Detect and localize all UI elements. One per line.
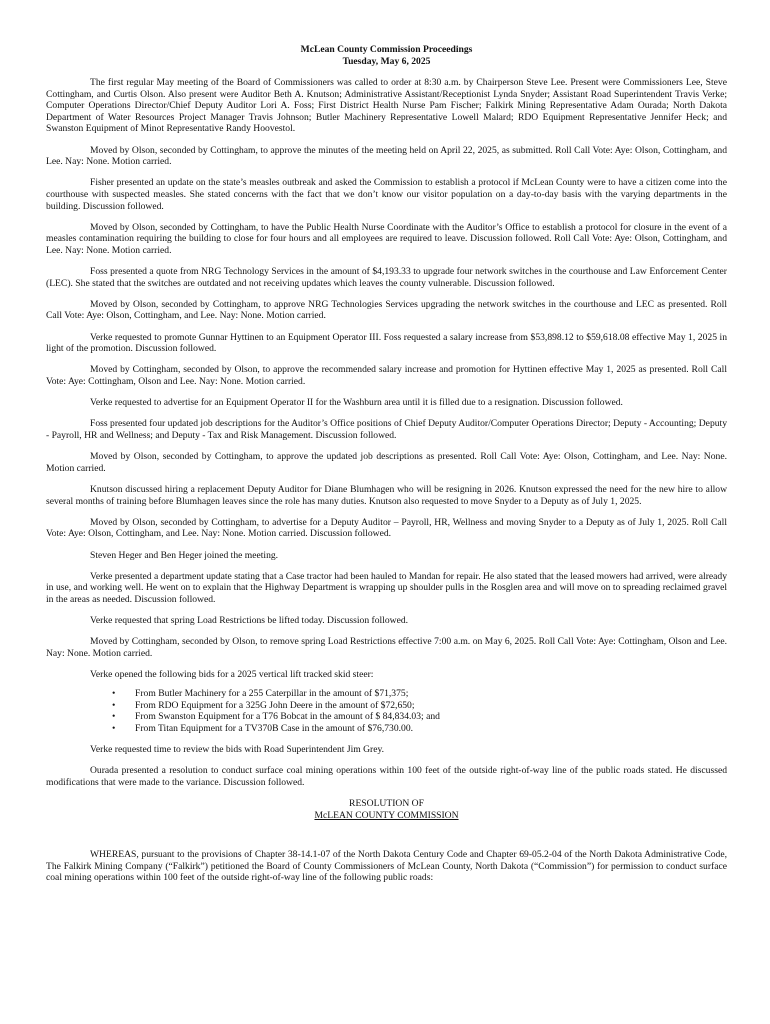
paragraph-nrg-quote: Foss presented a quote from NRG Technology Services in the amount of $4,193.33 to upgrade four network switches in the courthouse and Law Enforcement Center (LEC). She stated that the switches are outdated and not receiving updates which leaves the county vulnerable. Discussion followed. (46, 266, 727, 289)
paragraph-job-descriptions: Foss presented four updated job descriptions for the Auditor’s Office positions of Chief Deputy Auditor/Computer Operations Director; Deputy - Accounting; Deputy - Payroll, HR and Wellness; and Deputy - Tax and Risk Management. Discussion followed. (46, 418, 727, 441)
paragraph-bids-intro: Verke opened the following bids for a 2025 vertical lift tracked skid steer: (90, 669, 374, 681)
paragraph-measles-update: Fisher presented an update on the state’s measles outbreak and asked the Commission to establish a protocol if McLean County were to have a citizen come into the courthouse with suspected measles. She stated concerns with the fact that we don’t know our visitor population on a day-to-day basis with the varying departments in the building. Discussion followed. (46, 177, 727, 212)
document-title: McLean County Commission Proceedings (300, 44, 473, 55)
bullet-icon: • (112, 723, 116, 735)
list-item: • From Titan Equipment for a TV370B Case in the amount of $76,730.00. (112, 723, 414, 735)
paragraph-operator-advertise: Verke requested to advertise for an Equipment Operator II for the Washburn area until it is filled due to a resignation. Discussion followed. (90, 397, 623, 409)
paragraph-whereas: WHEREAS, pursuant to the provisions of Chapter 38-14.1-07 of the North Dakota Century Code and Chapter 69-05.2-04 of the North Dakota Administrative Code, The Falkirk Mining Company (“Falkirk”) petitioned the Board of County Commissioners of McLean County, North Dakota (“Commission”) for permission to conduct surface coal mining operations within 100 feet of the outside right-of-way line of the following public roads: (46, 849, 727, 884)
paragraph-job-descriptions-motion: Moved by Olson, seconded by Cottingham, to approve the updated job descriptions as presented. Roll Call Vote: Aye: Olson, Cottingham, and Lee. Nay: None. Motion carried. (46, 451, 727, 474)
resolution-heading (46, 798, 727, 821)
bid-list (46, 688, 727, 734)
meeting-date: Tuesday, May 6, 2025 (342, 55, 431, 67)
paragraph-deputy-motion: Moved by Olson, seconded by Cottingham, to advertise for a Deputy Auditor – Payroll, HR, Wellness and moving Snyder to a Deputy as of July 1, 2025. Roll Call Vote: Aye: Olson, Cottingham, and Lee. Nay: None. Motion carried. Discussion followed. (46, 516, 727, 540)
paragraph-bid-review: Verke requested time to review the bids with Road Superintendent Jim Grey. (90, 744, 385, 756)
resolution-heading-line1: RESOLUTION OF (349, 798, 424, 810)
paragraph-promotion-motion: Moved by Cottingham, seconded by Olson, to approve the recommended salary increase and promotion for Hyttinen effective May 1, 2025 as presented. Roll Call Vote: Aye: Cottingham, Olson and Lee. Nay: None. Motion carried. (46, 364, 727, 388)
paragraph-attendance: The first regular May meeting of the Board of Commissioners was called to order at 8:30 a.m. by Chairperson Steve Lee. Present were Commissioners Lee, Steve Cottingham, and Curtis Olson. Also present were Auditor Beth A. Knutson; Administrative Assistant/Receptionist Lynda Snyder; Assistant Road Superintendent Travis Verke; Computer Operations Director/Chief Deputy Auditor Lori A. Foss; First District Health Nurse Pam Fischer; Falkirk Mining Representative Adam Ourada; North Dakota Department of Water Resources Project Manager Travis Johnson; Butler Machinery Representative Lowell Malard; RDO Equipment Representative Jennifer Heck; and Swanston Equipment of Minot Representative Randy Hoovestol. (46, 77, 727, 135)
paragraph-load-restrictions-request: Verke requested that spring Load Restrictions be lifted today. Discussion followed. (90, 615, 409, 627)
list-item: • From Swanston Equipment for a T76 Bobcat in the amount of $ 84,834.03; and (112, 711, 440, 723)
resolution-heading-line2: McLEAN COUNTY COMMISSION (314, 809, 459, 821)
list-item: • From RDO Equipment for a 325G John Deere in the amount of $72,650; (112, 699, 415, 711)
paragraph-measles-motion: Moved by Olson, seconded by Cottingham, to have the Public Health Nurse Coordinate with the Auditor’s Office to establish a protocol for closure in the event of a measles contamination requiring the building to close for four hours and all employees are required to leave. Discussion followed. Roll Call Vote: Aye: Olson, Cottingham, and Lee. Nay: None. Motion carried. (46, 221, 727, 256)
bullet-icon: • (112, 699, 116, 711)
paragraph-nrg-motion: Moved by Olson, seconded by Cottingham, to approve NRG Technologies Services upgrading the network switches in the courthouse and LEC as presented. Roll Call Vote: Aye: Olson, Cottingham, and Lee. Nay: None. Motion carried. (46, 298, 727, 322)
paragraph-load-restrictions-motion: Moved by Cottingham, seconded by Olson, to remove spring Load Restrictions effective 7:00 a.m. on May 6, 2025. Roll Call Vote: Aye: Cottingham, Olson and Lee. Nay: None. Motion carried. (46, 636, 727, 659)
paragraph-resolution-intro: Ourada presented a resolution to conduct surface coal mining operations within 100 feet of the outside right-of-way line of the public roads stated. He discussed modifications that were made to the variance. Discussion followed. (46, 765, 727, 788)
paragraph-department-update: Verke presented a department update stating that a Case tractor had been hauled to Mandan for repair. He also stated that the leased mowers had arrived, were already in use, and working well. He went on to explain that the Highway Department is wrapping up shoulder pulls in the Rosglen area and will move on to spreading reclaimed gravel in the areas as needed. Discussion followed. (46, 570, 727, 605)
paragraph-deputy-hiring: Knutson discussed hiring a replacement Deputy Auditor for Diane Blumhagen who will be resigning in 2026. Knutson expressed the need for the new hire to allow several months of training before Blumhagen leaves since the role has many duties. Knutson also requested to move Snyder to a Deputy as of July 1, 2025. (46, 483, 727, 507)
list-item: • From Butler Machinery for a 255 Caterpillar in the amount of $71,375; (112, 688, 409, 700)
paragraph-promotion-request: Verke requested to promote Gunnar Hyttinen to an Equipment Operator III. Foss requested a salary increase from $53,898.12 to $59,618.08 effective May 1, 2025 in light of the promotion. Discussion followed. (46, 331, 727, 355)
paragraph-heger-joined: Steven Heger and Ben Heger joined the meeting. (90, 549, 279, 561)
bullet-icon: • (112, 688, 116, 700)
bullet-icon: • (112, 711, 116, 723)
paragraph-minutes-motion: Moved by Olson, seconded by Cottingham, to approve the minutes of the meeting held on April 22, 2025, as submitted. Roll Call Vote: Aye: Olson, Cottingham, and Lee. Nay: None. Motion carried. (46, 144, 727, 168)
